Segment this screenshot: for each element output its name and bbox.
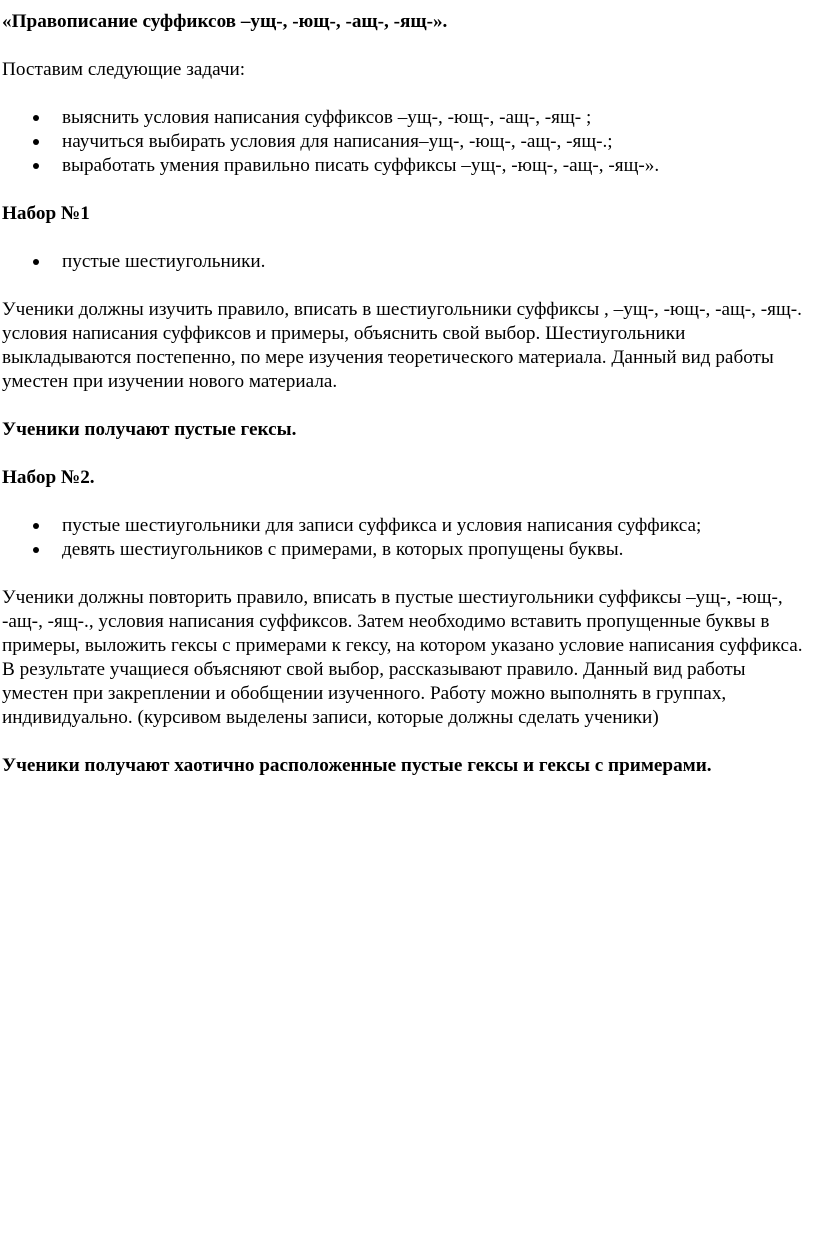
set2-note: Ученики получают хаотично расположенные пустые гексы и гексы с примерами. — [2, 755, 712, 776]
set2-item: пустые шестиугольники для записи суффикса и условия написания суффикса; — [2, 514, 814, 538]
set1-paragraph: Ученики должны изучить правило, вписать в шестиугольники суффиксы , –ущ-, -ющ-, -ащ-, -ящ-. условия написания суффиксов и примеры, объяснить свой выбор. Шестиугольники выкладываются постепенно, по мере изучения теоретического материала. Данный вид работы уместен при изучении нового материала. — [2, 299, 802, 392]
set1-list — [2, 250, 814, 274]
set2-list — [2, 514, 814, 562]
set2-paragraph: Ученики должны повторить правило, вписать в пустые шестиугольники суффиксы –ущ-, -ющ-, -ащ-, -ящ-., условия написания суффиксов. Затем необходимо вставить пропущенные буквы в примеры, выложить гексы с примерами к гексу, на котором указано условие написания суффикса. В результате учащиеся объясняют свой выбор, рассказывают правило. Данный вид работы уместен при закреплении и обобщении изученного. Работу можно выполнять в группах, индивидуально. (курсивом выделены записи, которые должны сделать ученики) — [2, 587, 803, 728]
spacer — [2, 34, 814, 58]
tasks-intro: Поставим следующие задачи: — [2, 59, 246, 80]
spacer — [2, 562, 814, 586]
tasks-list — [2, 106, 814, 178]
spacer — [2, 442, 814, 466]
spacer — [2, 82, 814, 106]
task-item: выяснить условия написания суффиксов –ущ-, -ющ-, -ащ-, -ящ- ; — [2, 106, 814, 130]
set2-item: девять шестиугольников с примерами, в которых пропущены буквы. — [2, 538, 814, 562]
spacer — [2, 226, 814, 250]
task-item: выработать умения правильно писать суффиксы –ущ-, -ющ-, -ащ-, -ящ-». — [2, 154, 814, 178]
task-item: научиться выбирать условия для написания–ущ-, -ющ-, -ащ-, -ящ-.; — [2, 130, 814, 154]
spacer — [2, 730, 814, 754]
set2-heading: Набор №2. — [2, 467, 95, 488]
spacer — [2, 178, 814, 202]
spacer — [2, 490, 814, 514]
spacer — [2, 394, 814, 418]
set1-note: Ученики получают пустые гексы. — [2, 419, 297, 440]
document-title: «Правописание суффиксов –ущ-, -ющ-, -ащ-, -ящ-». — [2, 11, 448, 32]
set1-heading: Набор №1 — [2, 203, 90, 224]
spacer — [2, 274, 814, 298]
set1-item: пустые шестиугольники. — [2, 250, 814, 274]
